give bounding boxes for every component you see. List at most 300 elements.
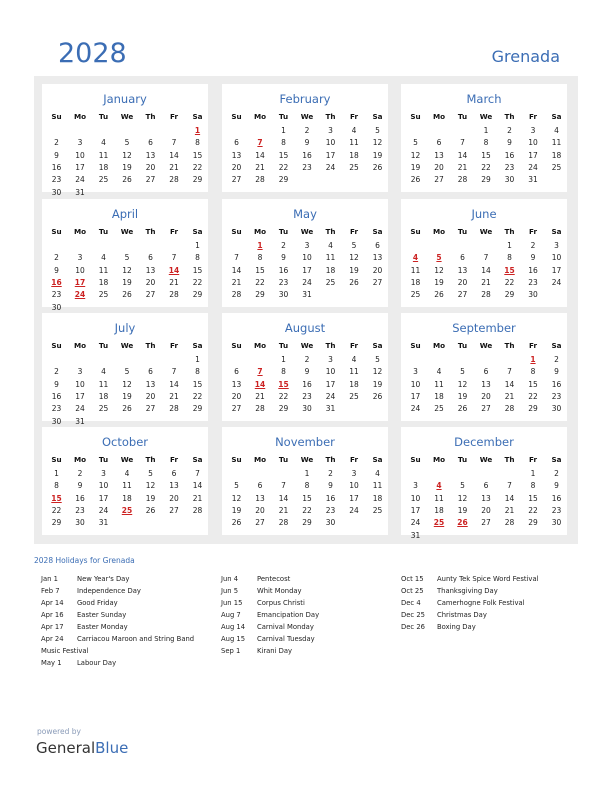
- calendar-day[interactable]: 24: [75, 404, 85, 414]
- calendar-day[interactable]: 3: [77, 253, 83, 263]
- calendar-day[interactable]: 14: [192, 481, 203, 491]
- calendar-day[interactable]: 5: [375, 126, 380, 135]
- calendar-day[interactable]: 27: [145, 290, 156, 300]
- calendar-day[interactable]: 29: [278, 175, 289, 185]
- calendar-day[interactable]: 2: [554, 469, 559, 478]
- calendar-day[interactable]: 20: [145, 277, 156, 287]
- calendar-day[interactable]: 9: [554, 481, 559, 491]
- calendar-day[interactable]: 14: [278, 493, 289, 503]
- calendar-day[interactable]: 30: [75, 518, 85, 528]
- calendar-day[interactable]: 11: [122, 481, 132, 491]
- calendar-day[interactable]: 2: [281, 241, 286, 250]
- calendar-day[interactable]: 22: [192, 391, 203, 401]
- calendar-day[interactable]: 6: [375, 241, 380, 250]
- calendar-day[interactable]: 23: [278, 277, 289, 287]
- calendar-day[interactable]: 18: [349, 150, 359, 160]
- calendar-day[interactable]: 22: [278, 391, 289, 401]
- calendar-day[interactable]: 3: [328, 126, 333, 135]
- calendar-day[interactable]: 21: [255, 391, 265, 401]
- calendar-day[interactable]: 28: [169, 404, 179, 414]
- calendar-day[interactable]: 18: [349, 379, 359, 389]
- calendar-day[interactable]: 16: [75, 493, 85, 503]
- calendar-day[interactable]: 14: [169, 379, 179, 389]
- calendar-day[interactable]: 6: [257, 481, 263, 491]
- calendar-day[interactable]: 20: [481, 505, 491, 515]
- calendar-day[interactable]: 25: [349, 162, 359, 172]
- calendar-day[interactable]: 28: [169, 175, 179, 185]
- calendar-day[interactable]: 3: [77, 367, 83, 377]
- calendar-day[interactable]: 2: [507, 126, 512, 135]
- calendar-day[interactable]: 23: [551, 505, 562, 515]
- calendar-day[interactable]: 13: [372, 253, 383, 263]
- calendar-day[interactable]: 13: [169, 481, 179, 491]
- calendar-day[interactable]: 27: [434, 175, 444, 185]
- calendar-day[interactable]: 28: [255, 404, 265, 414]
- calendar-day[interactable]: 27: [255, 518, 265, 528]
- calendar-day[interactable]: 19: [457, 505, 468, 515]
- calendar-day[interactable]: 8: [483, 138, 489, 148]
- calendar-day[interactable]: 1: [281, 355, 286, 364]
- calendar-day[interactable]: 26: [122, 290, 132, 300]
- calendar-day[interactable]: 23: [551, 391, 562, 401]
- calendar-day[interactable]: 10: [98, 481, 109, 491]
- brand-logo[interactable]: [36, 739, 128, 757]
- calendar-day[interactable]: 22: [255, 277, 265, 287]
- calendar-day[interactable]: 28: [457, 175, 468, 185]
- calendar-day[interactable]: 19: [122, 277, 132, 287]
- calendar-day[interactable]: 20: [255, 505, 265, 515]
- calendar-day[interactable]: 9: [54, 150, 59, 160]
- calendar-day[interactable]: 16: [325, 493, 336, 503]
- calendar-day[interactable]: 21: [231, 277, 242, 287]
- calendar-day[interactable]: 9: [554, 367, 559, 377]
- calendar-day[interactable]: 19: [457, 391, 468, 401]
- calendar-day[interactable]: 7: [281, 481, 286, 491]
- calendar-day[interactable]: 4: [351, 355, 357, 364]
- calendar-day[interactable]: 5: [460, 367, 465, 377]
- holiday-date[interactable]: 1: [257, 241, 263, 250]
- calendar-day[interactable]: 5: [148, 469, 153, 478]
- calendar-day[interactable]: 11: [98, 150, 109, 160]
- calendar-day[interactable]: 29: [504, 290, 515, 300]
- calendar-day[interactable]: 11: [98, 265, 109, 275]
- calendar-day[interactable]: 28: [192, 505, 203, 515]
- holiday-date[interactable]: 14: [168, 265, 180, 275]
- calendar-day[interactable]: 8: [195, 253, 200, 263]
- calendar-day[interactable]: 17: [410, 391, 421, 401]
- calendar-day[interactable]: 5: [460, 481, 465, 491]
- calendar-day[interactable]: 22: [528, 391, 538, 401]
- calendar-day[interactable]: 6: [460, 253, 465, 263]
- calendar-day[interactable]: 17: [302, 265, 312, 275]
- calendar-day[interactable]: 21: [504, 505, 515, 515]
- calendar-day[interactable]: 11: [349, 367, 359, 377]
- calendar-day[interactable]: 6: [234, 138, 239, 148]
- calendar-day[interactable]: 4: [375, 469, 380, 478]
- calendar-day[interactable]: 14: [457, 150, 468, 160]
- calendar-day[interactable]: 30: [325, 518, 336, 528]
- calendar-day[interactable]: 29: [278, 404, 289, 414]
- calendar-day[interactable]: 22: [504, 277, 515, 287]
- calendar-day[interactable]: 5: [234, 481, 239, 491]
- calendar-day[interactable]: 13: [481, 493, 491, 503]
- calendar-day[interactable]: 21: [457, 162, 468, 172]
- calendar-day[interactable]: 16: [302, 379, 312, 389]
- calendar-day[interactable]: 10: [75, 379, 85, 389]
- calendar-day[interactable]: 2: [54, 253, 59, 263]
- calendar-day[interactable]: 2: [304, 126, 310, 135]
- calendar-day[interactable]: 8: [304, 481, 310, 491]
- calendar-day[interactable]: 30: [528, 290, 538, 300]
- holiday-date[interactable]: 16: [51, 277, 62, 287]
- calendar-day[interactable]: 16: [51, 162, 62, 172]
- calendar-day[interactable]: 4: [101, 253, 106, 263]
- calendar-day[interactable]: 26: [145, 505, 156, 515]
- calendar-day[interactable]: 3: [328, 355, 333, 364]
- calendar-day[interactable]: 11: [372, 481, 383, 491]
- calendar-day[interactable]: 4: [101, 367, 106, 377]
- calendar-day[interactable]: 3: [351, 469, 357, 478]
- calendar-day[interactable]: 6: [483, 367, 489, 377]
- calendar-day[interactable]: 3: [77, 138, 83, 148]
- calendar-day[interactable]: 19: [145, 493, 156, 503]
- calendar-day[interactable]: 28: [278, 518, 289, 528]
- calendar-day[interactable]: 13: [434, 150, 444, 160]
- calendar-day[interactable]: 2: [554, 355, 559, 364]
- calendar-day[interactable]: 26: [434, 290, 444, 300]
- calendar-day[interactable]: 27: [169, 505, 179, 515]
- calendar-day[interactable]: 6: [436, 138, 442, 148]
- calendar-day[interactable]: 4: [351, 126, 357, 135]
- calendar-day[interactable]: 21: [192, 493, 203, 503]
- calendar-day[interactable]: 31: [75, 416, 85, 426]
- holiday-date[interactable]: 25: [433, 518, 445, 528]
- calendar-day[interactable]: 6: [234, 367, 239, 377]
- calendar-day[interactable]: 23: [51, 404, 62, 414]
- calendar-day[interactable]: 10: [75, 150, 85, 160]
- calendar-day[interactable]: 8: [530, 367, 536, 377]
- calendar-day[interactable]: 24: [325, 391, 336, 401]
- holiday-date[interactable]: 17: [74, 277, 86, 287]
- calendar-day[interactable]: 19: [122, 391, 132, 401]
- calendar-day[interactable]: 30: [51, 416, 62, 426]
- calendar-day[interactable]: 7: [195, 469, 200, 478]
- calendar-day[interactable]: 4: [554, 126, 559, 135]
- calendar-day[interactable]: 26: [372, 391, 383, 401]
- calendar-day[interactable]: 12: [372, 367, 383, 377]
- calendar-day[interactable]: 5: [124, 367, 130, 377]
- calendar-day[interactable]: 24: [302, 277, 312, 287]
- calendar-day[interactable]: 27: [457, 290, 468, 300]
- calendar-day[interactable]: 7: [171, 138, 177, 148]
- calendar-day[interactable]: 10: [410, 493, 421, 503]
- calendar-day[interactable]: 13: [457, 265, 468, 275]
- calendar-day[interactable]: 12: [122, 265, 132, 275]
- calendar-day[interactable]: 4: [124, 469, 130, 478]
- calendar-day[interactable]: 13: [231, 379, 242, 389]
- calendar-day[interactable]: 30: [278, 290, 289, 300]
- calendar-day[interactable]: 27: [231, 175, 242, 185]
- calendar-day[interactable]: 11: [434, 493, 444, 503]
- calendar-day[interactable]: 18: [98, 162, 109, 172]
- calendar-day[interactable]: 14: [255, 150, 265, 160]
- calendar-day[interactable]: 18: [551, 150, 562, 160]
- calendar-day[interactable]: 15: [302, 493, 312, 503]
- calendar-day[interactable]: 1: [54, 469, 59, 478]
- calendar-day[interactable]: 10: [325, 138, 336, 148]
- calendar-day[interactable]: 31: [410, 530, 421, 540]
- holiday-date[interactable]: 15: [504, 265, 515, 275]
- calendar-day[interactable]: 31: [302, 290, 312, 300]
- calendar-day[interactable]: 20: [231, 391, 242, 401]
- calendar-day[interactable]: 7: [483, 253, 489, 263]
- calendar-day[interactable]: 23: [302, 391, 312, 401]
- calendar-day[interactable]: 25: [410, 290, 421, 300]
- calendar-day[interactable]: 10: [302, 253, 312, 263]
- holiday-date[interactable]: 26: [457, 518, 468, 528]
- calendar-day[interactable]: 13: [481, 379, 491, 389]
- calendar-day[interactable]: 3: [101, 469, 106, 478]
- calendar-day[interactable]: 8: [54, 481, 59, 491]
- calendar-day[interactable]: 12: [434, 265, 444, 275]
- calendar-day[interactable]: 2: [54, 367, 59, 377]
- calendar-day[interactable]: 22: [278, 162, 289, 172]
- calendar-day[interactable]: 13: [145, 150, 156, 160]
- calendar-day[interactable]: 2: [77, 469, 83, 478]
- calendar-day[interactable]: 26: [372, 162, 383, 172]
- calendar-day[interactable]: 1: [281, 126, 286, 135]
- calendar-day[interactable]: 31: [528, 175, 538, 185]
- calendar-day[interactable]: 21: [504, 391, 515, 401]
- calendar-day[interactable]: 12: [457, 379, 468, 389]
- calendar-day[interactable]: 26: [122, 175, 132, 185]
- holiday-date[interactable]: 4: [436, 481, 442, 491]
- calendar-day[interactable]: 17: [325, 150, 336, 160]
- calendar-day[interactable]: 8: [281, 367, 286, 377]
- calendar-day[interactable]: 29: [192, 290, 203, 300]
- calendar-day[interactable]: 12: [349, 253, 359, 263]
- calendar-day[interactable]: 20: [145, 162, 156, 172]
- calendar-day[interactable]: 1: [530, 469, 536, 478]
- calendar-day[interactable]: 12: [410, 150, 421, 160]
- calendar-day[interactable]: 18: [98, 277, 109, 287]
- calendar-day[interactable]: 2: [304, 355, 310, 364]
- calendar-day[interactable]: 24: [410, 518, 421, 528]
- calendar-day[interactable]: 28: [255, 175, 265, 185]
- calendar-day[interactable]: 12: [122, 150, 132, 160]
- holiday-date[interactable]: 7: [257, 138, 263, 148]
- calendar-day[interactable]: 16: [551, 379, 562, 389]
- calendar-day[interactable]: 28: [169, 290, 179, 300]
- calendar-day[interactable]: 19: [349, 265, 359, 275]
- calendar-day[interactable]: 4: [101, 138, 106, 148]
- calendar-day[interactable]: 24: [528, 162, 538, 172]
- calendar-day[interactable]: 9: [281, 253, 286, 263]
- holiday-date[interactable]: 4: [412, 253, 419, 263]
- calendar-day[interactable]: 8: [195, 367, 200, 377]
- calendar-day[interactable]: 18: [434, 505, 444, 515]
- calendar-day[interactable]: 23: [302, 162, 312, 172]
- calendar-day[interactable]: 5: [124, 253, 130, 263]
- calendar-day[interactable]: 6: [148, 367, 153, 377]
- calendar-day[interactable]: 27: [481, 518, 491, 528]
- calendar-day[interactable]: 6: [148, 253, 153, 263]
- calendar-day[interactable]: 16: [278, 265, 289, 275]
- calendar-day[interactable]: 31: [325, 404, 336, 414]
- calendar-day[interactable]: 1: [483, 126, 489, 135]
- calendar-day[interactable]: 26: [410, 175, 421, 185]
- calendar-day[interactable]: 25: [372, 505, 383, 515]
- holiday-date[interactable]: 1: [530, 355, 536, 364]
- calendar-day[interactable]: 28: [481, 290, 491, 300]
- calendar-day[interactable]: 8: [530, 481, 536, 491]
- calendar-day[interactable]: 19: [372, 150, 383, 160]
- calendar-day[interactable]: 29: [528, 518, 538, 528]
- calendar-day[interactable]: 3: [413, 481, 418, 491]
- calendar-day[interactable]: 12: [122, 379, 132, 389]
- calendar-day[interactable]: 30: [51, 302, 62, 312]
- calendar-day[interactable]: 10: [325, 367, 336, 377]
- calendar-day[interactable]: 5: [413, 138, 418, 148]
- calendar-day[interactable]: 24: [75, 175, 85, 185]
- calendar-day[interactable]: 14: [481, 265, 491, 275]
- calendar-day[interactable]: 22: [528, 505, 538, 515]
- calendar-day[interactable]: 30: [504, 175, 515, 185]
- holiday-date[interactable]: 24: [74, 290, 86, 300]
- calendar-day[interactable]: 12: [372, 138, 383, 148]
- calendar-day[interactable]: 10: [349, 481, 359, 491]
- calendar-day[interactable]: 7: [171, 253, 177, 263]
- calendar-day[interactable]: 11: [551, 138, 562, 148]
- calendar-day[interactable]: 25: [349, 391, 359, 401]
- calendar-day[interactable]: 7: [507, 367, 512, 377]
- calendar-day[interactable]: 12: [145, 481, 156, 491]
- calendar-day[interactable]: 27: [145, 404, 156, 414]
- calendar-day[interactable]: 3: [554, 241, 559, 250]
- calendar-day[interactable]: 14: [504, 379, 515, 389]
- calendar-day[interactable]: 29: [51, 518, 62, 528]
- calendar-day[interactable]: 17: [98, 493, 109, 503]
- calendar-day[interactable]: 19: [434, 277, 444, 287]
- calendar-day[interactable]: 20: [169, 493, 179, 503]
- calendar-day[interactable]: 4: [328, 241, 333, 250]
- calendar-day[interactable]: 9: [507, 138, 512, 148]
- calendar-day[interactable]: 21: [169, 391, 179, 401]
- calendar-day[interactable]: 13: [231, 150, 242, 160]
- calendar-day[interactable]: 24: [349, 505, 359, 515]
- calendar-day[interactable]: 29: [528, 404, 538, 414]
- calendar-day[interactable]: 26: [457, 404, 468, 414]
- calendar-day[interactable]: 18: [325, 265, 336, 275]
- calendar-day[interactable]: 11: [434, 379, 444, 389]
- calendar-day[interactable]: 25: [98, 175, 109, 185]
- calendar-day[interactable]: 16: [302, 150, 312, 160]
- calendar-day[interactable]: 15: [528, 493, 538, 503]
- calendar-day[interactable]: 12: [457, 493, 468, 503]
- calendar-day[interactable]: 21: [481, 277, 491, 287]
- calendar-day[interactable]: 20: [145, 391, 156, 401]
- calendar-day[interactable]: 11: [349, 138, 359, 148]
- calendar-day[interactable]: 27: [481, 404, 491, 414]
- calendar-day[interactable]: 3: [413, 367, 418, 377]
- calendar-day[interactable]: 10: [551, 253, 562, 263]
- calendar-day[interactable]: 23: [51, 175, 62, 185]
- calendar-day[interactable]: 24: [551, 277, 562, 287]
- calendar-day[interactable]: 8: [195, 138, 200, 148]
- calendar-day[interactable]: 25: [434, 404, 444, 414]
- calendar-day[interactable]: 22: [481, 162, 491, 172]
- calendar-day[interactable]: 28: [231, 290, 242, 300]
- calendar-day[interactable]: 27: [231, 404, 242, 414]
- calendar-day[interactable]: 24: [98, 505, 109, 515]
- calendar-day[interactable]: 26: [349, 277, 359, 287]
- calendar-day[interactable]: 29: [302, 518, 312, 528]
- calendar-day[interactable]: 29: [481, 175, 491, 185]
- calendar-day[interactable]: 17: [75, 391, 85, 401]
- calendar-day[interactable]: 25: [98, 290, 109, 300]
- holiday-date[interactable]: 25: [121, 505, 133, 515]
- calendar-day[interactable]: 14: [231, 265, 242, 275]
- calendar-day[interactable]: 22: [51, 505, 62, 515]
- calendar-day[interactable]: 6: [483, 481, 489, 491]
- calendar-day[interactable]: 22: [302, 505, 312, 515]
- calendar-day[interactable]: 20: [457, 277, 468, 287]
- calendar-day[interactable]: 12: [231, 493, 242, 503]
- calendar-day[interactable]: 25: [325, 277, 336, 287]
- holiday-date[interactable]: 15: [278, 379, 289, 389]
- calendar-day[interactable]: 9: [77, 481, 83, 491]
- calendar-day[interactable]: 17: [325, 379, 336, 389]
- calendar-day[interactable]: 18: [122, 493, 132, 503]
- calendar-day[interactable]: 25: [98, 404, 109, 414]
- calendar-day[interactable]: 2: [530, 241, 536, 250]
- calendar-day[interactable]: 21: [169, 162, 179, 172]
- calendar-day[interactable]: 19: [372, 379, 383, 389]
- calendar-day[interactable]: 24: [325, 162, 336, 172]
- holiday-date[interactable]: 7: [257, 367, 263, 377]
- calendar-day[interactable]: 9: [530, 253, 536, 263]
- calendar-day[interactable]: 8: [257, 253, 263, 263]
- calendar-day[interactable]: 14: [504, 493, 515, 503]
- calendar-day[interactable]: 31: [98, 518, 109, 528]
- calendar-day[interactable]: 17: [551, 265, 562, 275]
- calendar-day[interactable]: 18: [434, 391, 444, 401]
- calendar-day[interactable]: 17: [410, 505, 421, 515]
- calendar-day[interactable]: 5: [124, 138, 130, 148]
- calendar-day[interactable]: 31: [75, 187, 85, 197]
- calendar-day[interactable]: 10: [75, 265, 85, 275]
- calendar-day[interactable]: 23: [504, 162, 515, 172]
- calendar-day[interactable]: 28: [504, 518, 515, 528]
- calendar-day[interactable]: 23: [325, 505, 336, 515]
- calendar-day[interactable]: 13: [145, 379, 156, 389]
- calendar-day[interactable]: 23: [75, 505, 85, 515]
- calendar-day[interactable]: 22: [192, 162, 203, 172]
- holiday-date[interactable]: 1: [194, 126, 201, 135]
- calendar-day[interactable]: 21: [169, 277, 179, 287]
- calendar-day[interactable]: 29: [255, 290, 265, 300]
- calendar-day[interactable]: 14: [169, 150, 179, 160]
- calendar-day[interactable]: 9: [54, 265, 59, 275]
- calendar-day[interactable]: 9: [328, 481, 333, 491]
- calendar-day[interactable]: 19: [122, 162, 132, 172]
- calendar-day[interactable]: 21: [255, 162, 265, 172]
- calendar-day[interactable]: 30: [551, 404, 562, 414]
- calendar-day[interactable]: 30: [51, 187, 62, 197]
- calendar-day[interactable]: 3: [530, 126, 536, 135]
- calendar-day[interactable]: 16: [51, 391, 62, 401]
- calendar-day[interactable]: 20: [481, 391, 491, 401]
